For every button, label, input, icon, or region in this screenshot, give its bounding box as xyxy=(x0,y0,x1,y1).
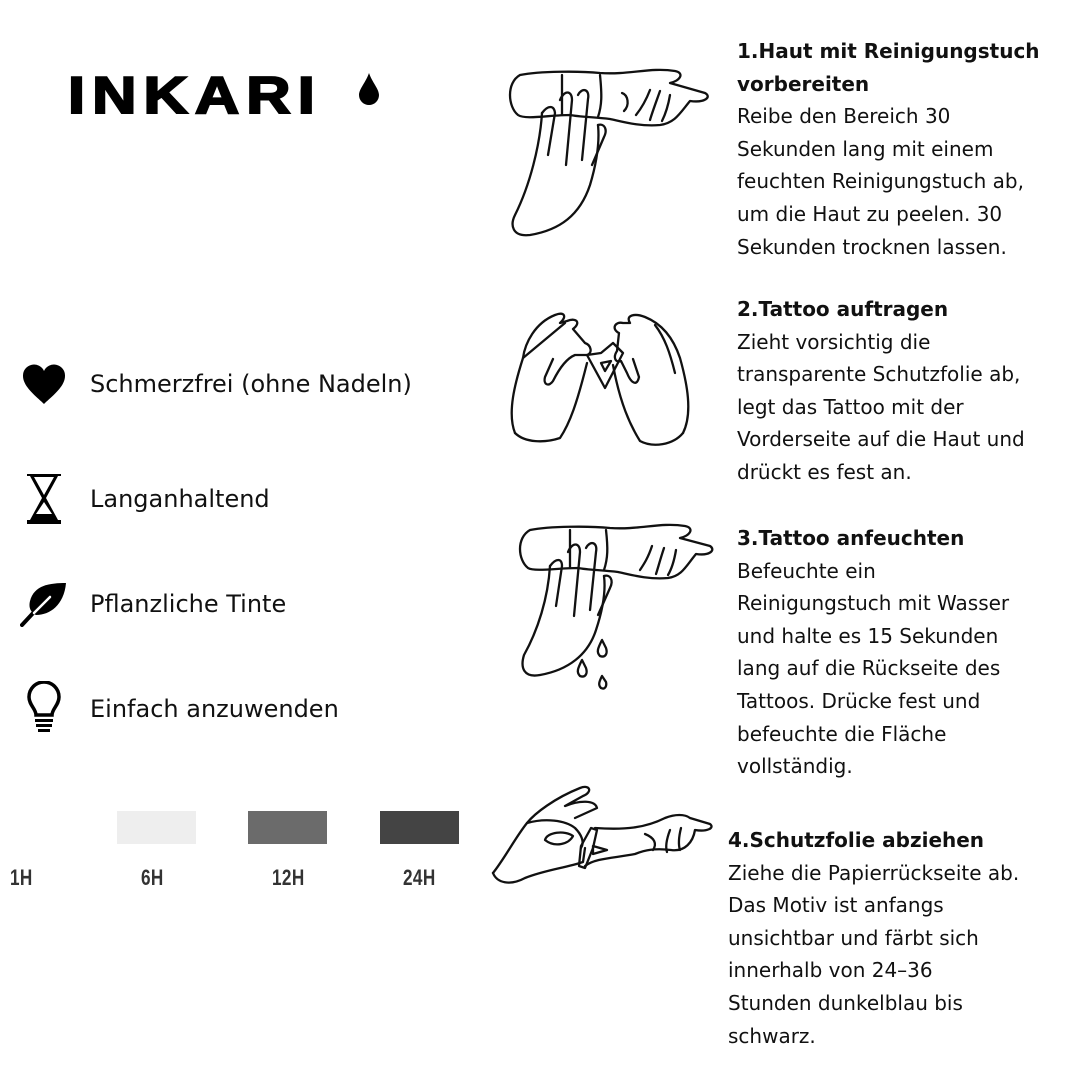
step-text-line: befeuchte die Fläche xyxy=(737,721,947,746)
leaf-icon xyxy=(18,578,70,630)
step-1 xyxy=(737,35,1067,263)
step-title: 1.Haut mit Reinigungstuch xyxy=(737,39,1040,63)
feature-label: Schmerzfrei (ohne Nadeln) xyxy=(90,370,412,398)
step-text-line: Reibe den Bereich 30 xyxy=(737,104,951,129)
step-3 xyxy=(737,522,1067,783)
swatch-12h xyxy=(248,811,327,844)
feature-label: Einfach anzuwenden xyxy=(90,695,339,723)
hourglass-icon xyxy=(18,473,70,525)
step-text-line: Stunden dunkelblau bis xyxy=(728,990,963,1015)
hour-label-24h: 24H xyxy=(403,865,436,890)
step-text-line: Reinigungstuch mit Wasser xyxy=(737,591,1010,616)
swatch-24h xyxy=(380,811,459,844)
feature-plant-ink xyxy=(18,578,286,630)
step-text-line: unsichtbar und färbt sich xyxy=(728,925,979,950)
hands-peeling-film-illustration xyxy=(505,303,695,462)
hand-wetting-wrist-illustration xyxy=(510,520,715,699)
feature-label: Langanhaltend xyxy=(90,485,270,513)
hour-label-12h: 12H xyxy=(272,865,305,890)
brand-logo xyxy=(68,67,322,125)
step-text-line: transparente Schutzfolie ab, xyxy=(737,362,1021,387)
step-text-line: Tattoos. Drücke fest und xyxy=(737,688,981,713)
step-text-line: Das Motiv ist anfangs xyxy=(728,893,944,918)
step-title: 2.Tattoo auftragen xyxy=(737,297,949,321)
step-text-line: Ziehe die Papierrückseite ab. xyxy=(728,860,1020,885)
feature-long-lasting xyxy=(18,473,270,525)
step-text-line: um die Haut zu peelen. 30 xyxy=(737,201,1003,226)
brand-name: INKARI xyxy=(68,67,322,125)
swatch-6h xyxy=(117,811,196,844)
hour-label-6h: 6H xyxy=(141,865,164,890)
step-text-line: Befeuchte ein xyxy=(737,558,876,583)
step-text-line: vollständig. xyxy=(737,754,853,779)
feature-label: Pflanzliche Tinte xyxy=(90,590,287,618)
lightbulb-icon xyxy=(18,683,70,735)
step-title-cont: vorbereiten xyxy=(737,71,870,96)
hour-label-1h: 1H xyxy=(10,865,33,890)
hand-wiping-wrist-illustration xyxy=(500,65,715,249)
step-text-line: feuchten Reinigungstuch ab, xyxy=(737,169,1024,194)
step-4 xyxy=(728,824,1058,1052)
step-text-line: lang auf die Rückseite des xyxy=(737,656,1001,681)
feature-painless xyxy=(18,358,412,410)
step-text-line: legt das Tattoo mit der xyxy=(737,394,964,419)
step-text-line: innerhalb von 24–36 xyxy=(728,958,933,983)
step-text-line: Sekunden lang mit einem xyxy=(737,136,994,161)
step-text-line: schwarz. xyxy=(728,1023,816,1048)
step-title: 4.Schutzfolie abziehen xyxy=(728,828,985,852)
step-text-line: Vorderseite auf die Haut und xyxy=(737,427,1025,452)
step-2 xyxy=(737,293,1067,489)
hand-peeling-paper-illustration xyxy=(485,778,715,897)
step-text-line: und halte es 15 Sekunden xyxy=(737,623,999,648)
ink-drop-icon xyxy=(358,72,380,110)
step-text-line: drückt es fest an. xyxy=(737,459,912,484)
step-text-line: Zieht vorsichtig die xyxy=(737,329,931,354)
heart-icon xyxy=(18,358,70,410)
step-text-line: Sekunden trocknen lassen. xyxy=(737,234,1007,259)
feature-easy-to-use xyxy=(18,683,339,735)
step-title: 3.Tattoo anfeuchten xyxy=(737,526,965,550)
